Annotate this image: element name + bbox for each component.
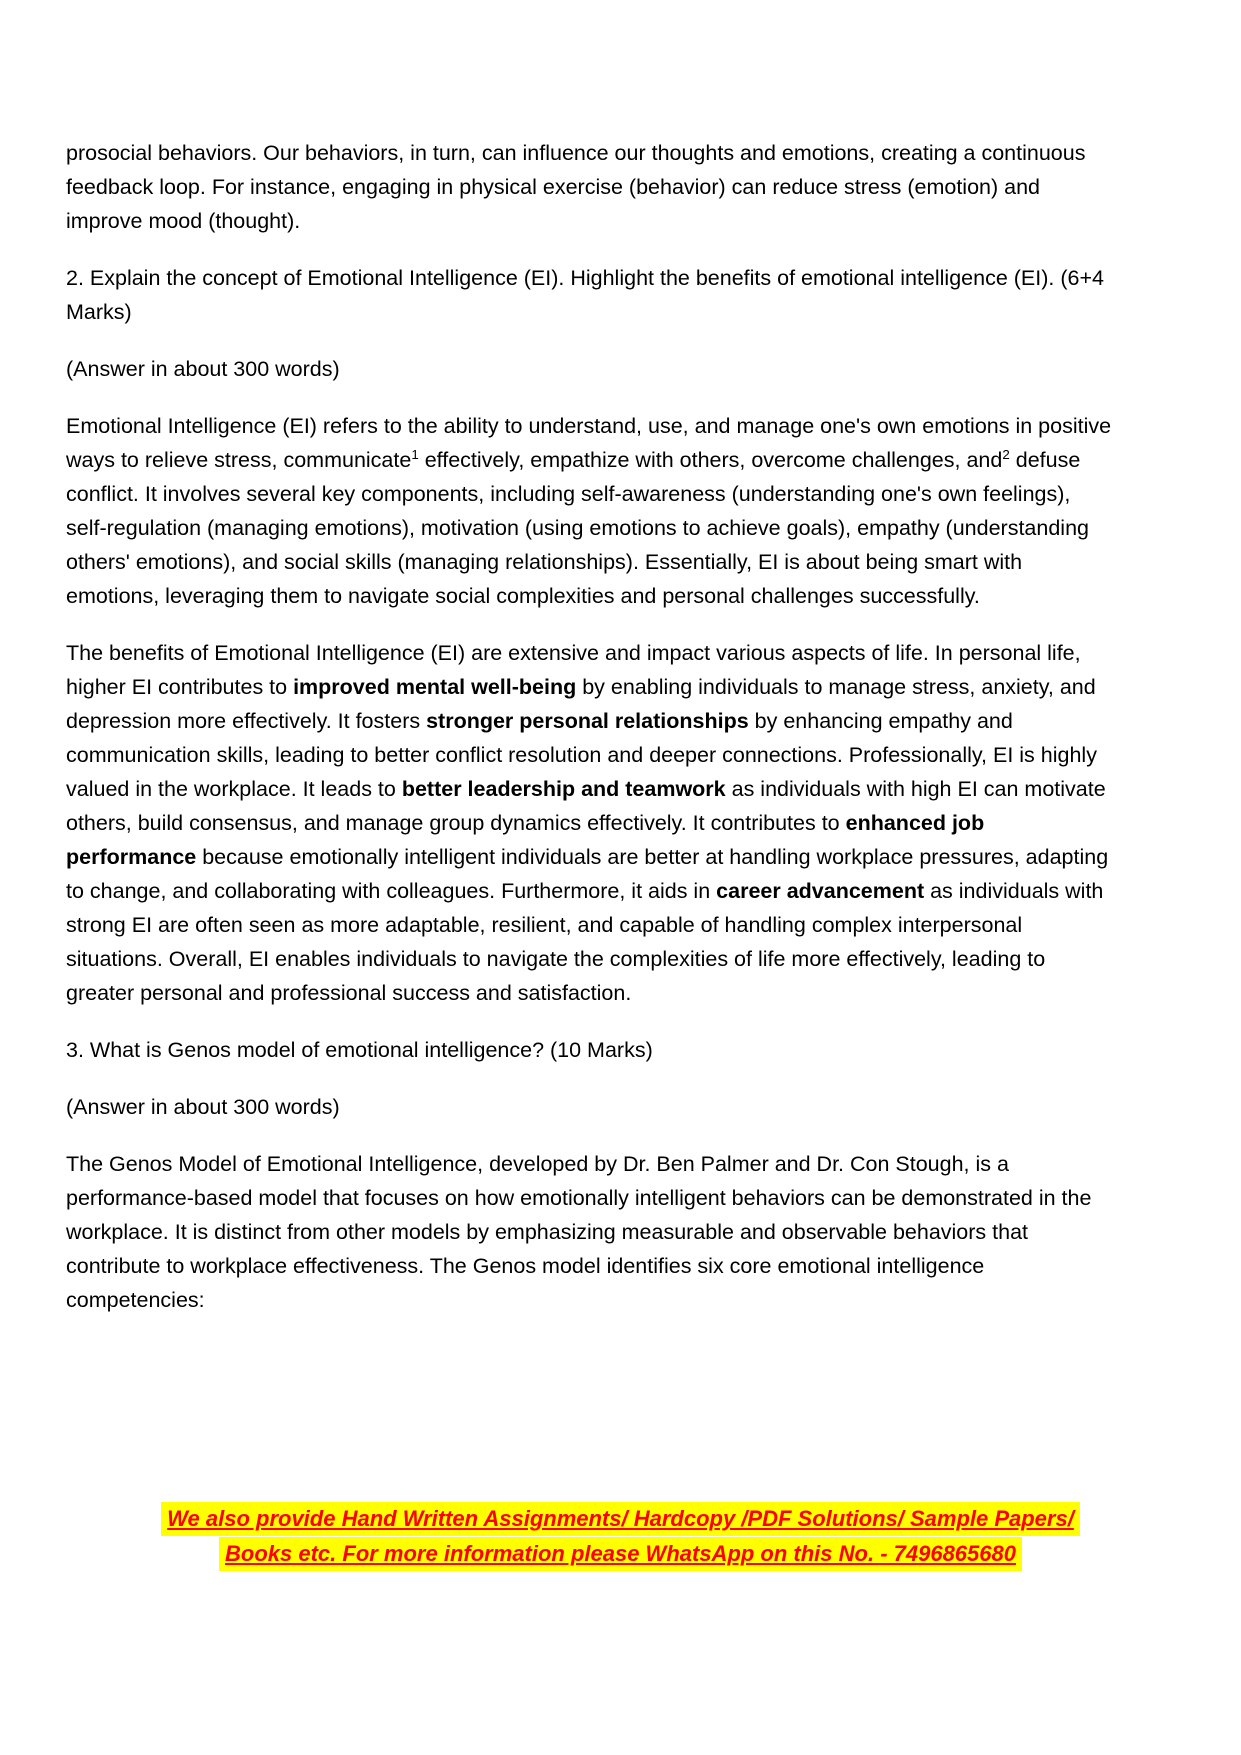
- footer-line-2: Books etc. For more information please WhatsApp on this No. - 7496865680: [219, 1537, 1022, 1571]
- text-segment: defuse conflict. It involves several key components, including self-awareness (understanding one's own feelings), self-regulation (managing emotions), motivation (using emotions to achieve goals), empathy (understanding others' emotions), and social skills (managing relationships). Essentially, EI is about being smart with emotions, leveraging them to navigate social complexities and personal challenges successfully.: [66, 448, 1089, 608]
- text-segment: 2. Explain the concept of Emotional Intelligence (EI). Highlight the benefits of emotional intelligence (EI). (6+4 Marks): [66, 266, 1104, 324]
- footer: [0, 1502, 1241, 1572]
- text-segment: (Answer in about 300 words): [66, 1095, 340, 1119]
- text-segment: by enhancing empathy and communication skills, leading to better conflict resolution and deeper connections. Professionally, EI is highly valued in the workplace. It leads to: [66, 709, 1097, 801]
- text-segment: stronger personal relationships: [426, 709, 749, 733]
- text-segment: improved mental well-being: [293, 675, 577, 699]
- footer-row: [0, 1502, 1241, 1536]
- paragraph: [66, 409, 1116, 613]
- paragraph: [66, 352, 1116, 386]
- text-segment: prosocial behaviors. Our behaviors, in turn, can influence our thoughts and emotions, creating a continuous feedback loop. For instance, engaging in physical exercise (behavior) can reduce stress (emotion) and improve mood (thought).: [66, 141, 1086, 233]
- text-segment: because emotionally intelligent individuals are better at handling workplace pressures, adapting to change, and collaborating with colleagues. Furthermore, it aids in: [66, 845, 1109, 903]
- text-segment: by enabling individuals to manage stress, anxiety, and depression more effectively. It fosters: [66, 675, 1096, 733]
- text-segment: Emotional Intelligence (EI) refers to the ability to understand, use, and manage one's own emotions in positive ways to relieve stress, communicate: [66, 414, 1112, 472]
- text-segment: The Genos Model of Emotional Intelligence, developed by Dr. Ben Palmer and Dr. Con Stough, is a performance-based model that focuses on how emotionally intelligent behaviors can be demonstrated in the workplace. It is distinct from other models by emphasizing measurable and observable behaviors that contribute to workplace effectiveness. The Genos model identifies six core emotional intelligence competencies:: [66, 1152, 1092, 1312]
- footer-line-1: We also provide Hand Written Assignments/ Hardcopy /PDF Solutions/ Sample Papers/: [161, 1502, 1080, 1536]
- paragraph: [66, 1033, 1116, 1067]
- text-segment: The benefits of Emotional Intelligence (EI) are extensive and impact various aspects of life. In personal life, higher EI contributes to: [66, 641, 1081, 699]
- text-segment: (Answer in about 300 words): [66, 357, 340, 381]
- text-segment: effectively, empathize with others, overcome challenges, and: [418, 448, 1003, 472]
- text-segment: as individuals with high EI can motivate others, build consensus, and manage group dynamics effectively. It contributes to: [66, 777, 1106, 835]
- paragraph: [66, 1147, 1116, 1317]
- paragraph: [66, 261, 1116, 329]
- footer-row: [0, 1537, 1241, 1571]
- text-segment: enhanced job performance: [66, 811, 985, 869]
- text-segment: as individuals with strong EI are often seen as more adaptable, resilient, and capable of handling complex interpersonal situations. Overall, EI enables individuals to navigate the complexities of life more effectively, leading to greater personal and professional success and satisfaction.: [66, 879, 1104, 1005]
- document-body: [66, 136, 1116, 1340]
- text-segment: career advancement: [716, 879, 925, 903]
- footnote-reference: 1: [411, 446, 419, 462]
- footnote-reference: 2: [1002, 446, 1010, 462]
- text-segment: better leadership and teamwork: [401, 777, 726, 801]
- text-segment: 3. What is Genos model of emotional intelligence? (10 Marks): [66, 1038, 653, 1062]
- paragraph: [66, 1090, 1116, 1124]
- paragraph: [66, 136, 1116, 238]
- paragraph: [66, 636, 1116, 1010]
